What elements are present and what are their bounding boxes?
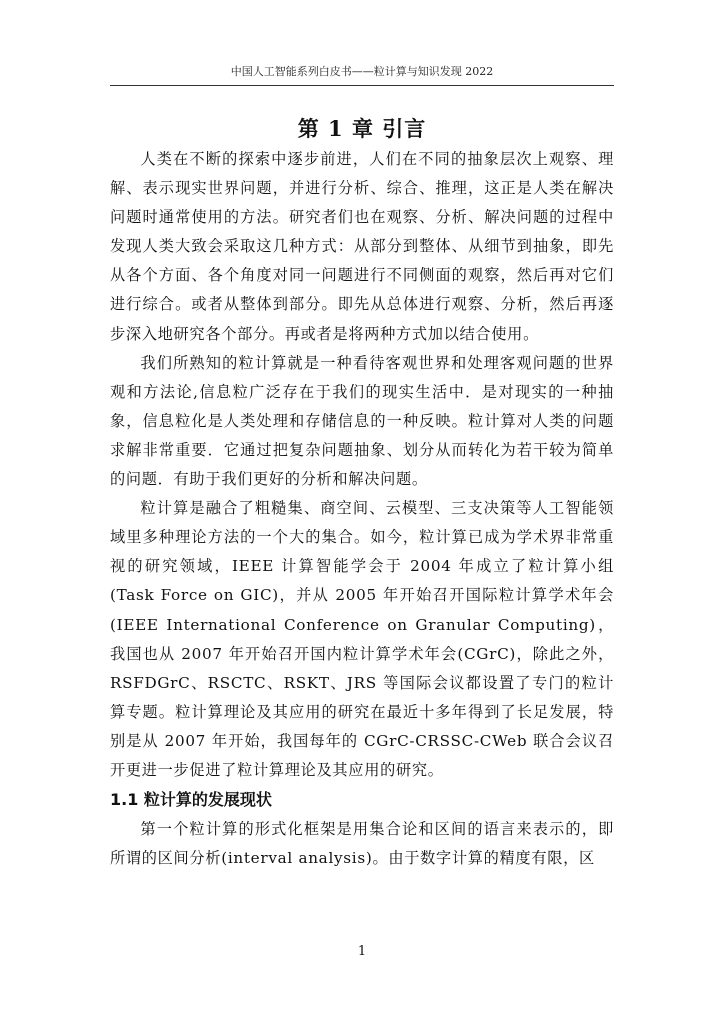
paragraph-2: 我们所熟知的粒计算就是一种看待客观世界和处理客观问题的世界观和方法论,信息粒广泛存在于我们的现实生活中．是对现实的一种抽象，信息粒化是人类处理和存储信息的一种反映。粒计算对人类的问题求解非常重要．它通过把复杂问题抽象、划分从而转化为若干较为简单的问题．有助于我们更好的分析和解决问题。 xyxy=(110,353,614,489)
section-heading: 1.1 粒计算的发展现状 xyxy=(110,790,272,810)
page-number: 1 xyxy=(357,944,367,959)
header-rule xyxy=(110,85,614,86)
chapter-title: 第 1 章 引言 xyxy=(297,116,427,142)
paragraph-1: 人类在不断的探索中逐步前进，人们在不同的抽象层次上观察、理解、表示现实世界问题，并进行分析、综合、推理，这正是人类在解决问题时通常使用的方法。研究者们也在观察、分析、解决问题的过程中发现人类大致会采取这几种方式：从部分到整体、从细节到抽象，即先从各个方面、各个角度对同一问题进行不同侧面的观察，然后再对它们进行综合。或者从整体到部分。即先从总体进行观察、分析，然后再逐步深入地研究各个部分。再或者是将两种方式加以结合使用。 xyxy=(110,150,614,343)
section-paragraph: 第一个粒计算的形式化框架是用集合论和区间的语言来表示的，即所谓的区间分析(interval analysis)。由于数字计算的精度有限，区 xyxy=(110,820,614,868)
paragraph-3: 粒计算是融合了粗糙集、商空间、云模型、三支决策等人工智能领域里多种理论方法的一个大的集合。如今，粒计算已成为学术界非常重视的研究领域，IEEE 计算智能学会于 2004 年成立了粒计算小组(Task Force on GIC)，并从 2005 年开始召开国际粒计算学术年会(IEEE International Conference on Granular Computing)，我国也从 2007 年开始召开国内粒计算学术年会(CGrC)，除此之外，RSFDGrC、RSCTC、RSKT、JRS 等国际会议都设置了专门的粒计算专题。粒计算理论及其应用的研究在最近十多年得到了长足发展，特别是从 2007 年开始，我国每年的 CGrC-CRSSC-CWeb 联合会议召开更进一步促进了粒计算理论及其应用的研究。 xyxy=(110,499,614,779)
body-text xyxy=(110,145,614,873)
running-header: 中国人工智能系列白皮书——粒计算与知识发现 2022 xyxy=(230,65,494,78)
